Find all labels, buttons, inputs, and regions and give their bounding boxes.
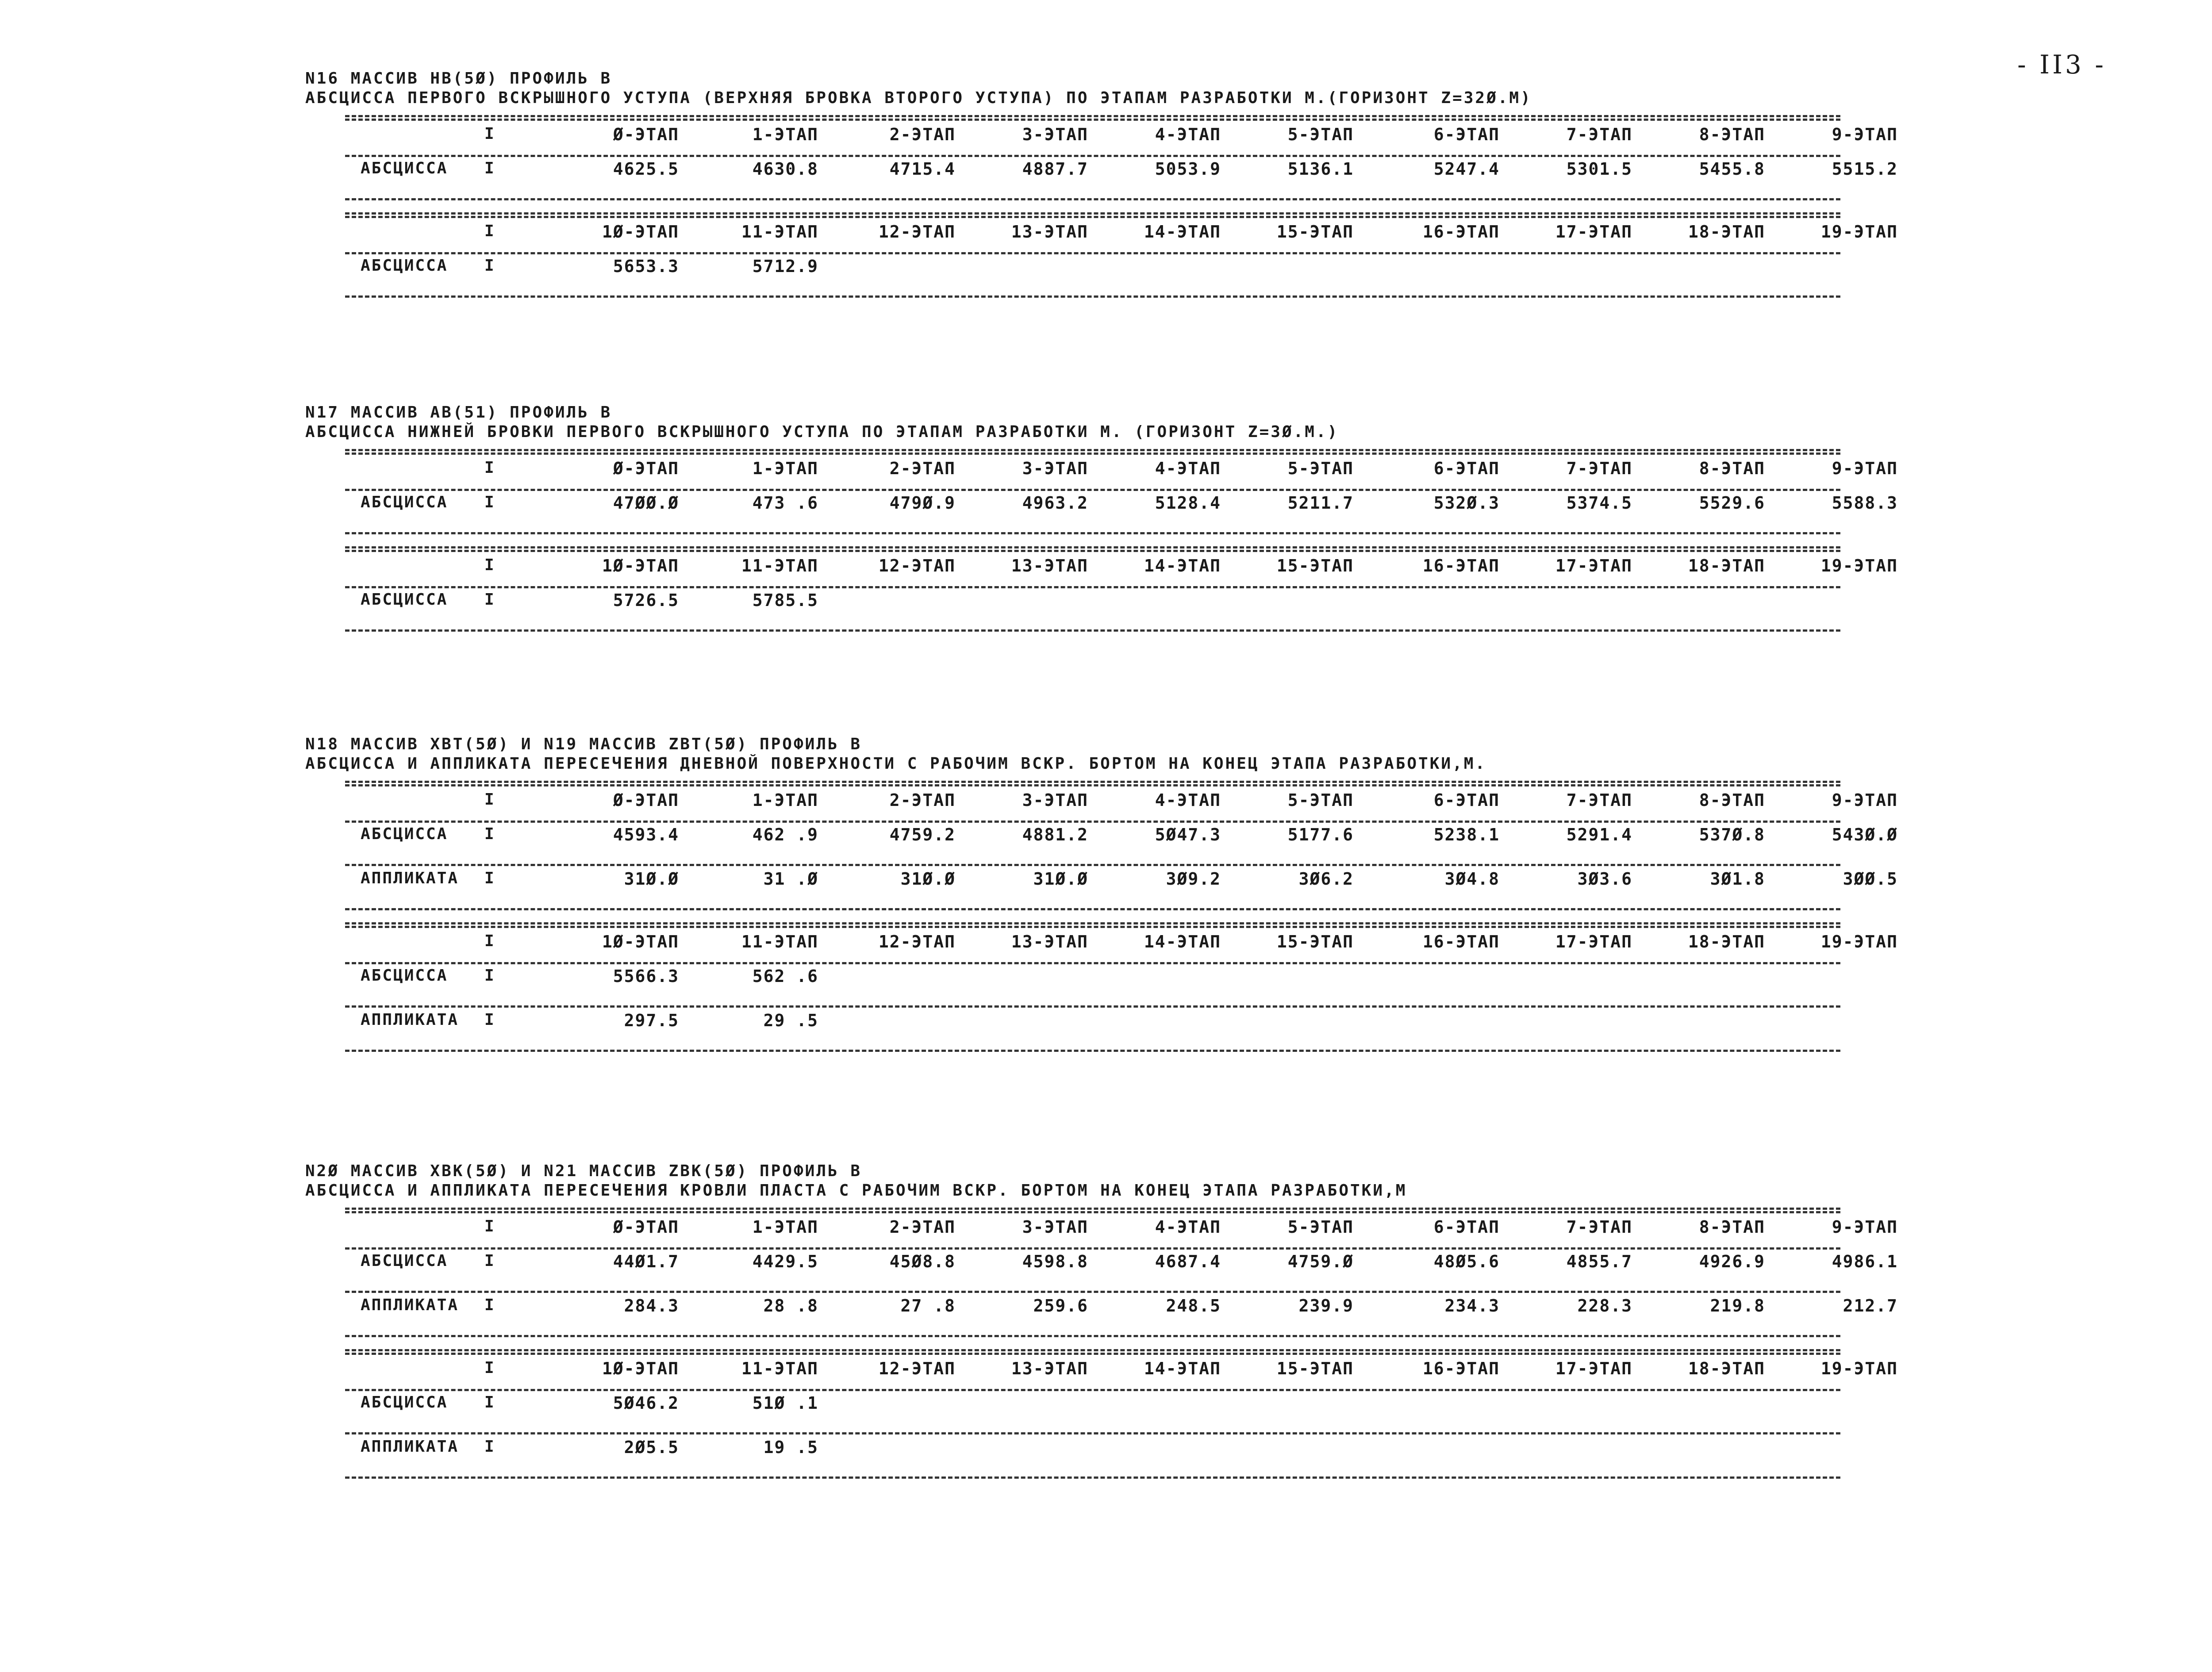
row-separator: I	[484, 825, 494, 843]
stage-header: 15-ЭТАП	[1276, 1359, 1354, 1378]
table-cell: 297.5	[624, 1011, 679, 1030]
stage-header: 2-ЭТАП	[889, 790, 956, 810]
table-cell: 4429.5	[752, 1252, 818, 1271]
section-title: N2Ø МАССИВ XBK(5Ø) И N21 МАССИВ ZBK(5Ø) ПРОФИЛЬ В	[305, 1162, 862, 1180]
table-cell: 4926.9	[1699, 1252, 1765, 1271]
stage-header: 4-ЭТАП	[1155, 790, 1221, 810]
dashed-rule	[345, 212, 1840, 215]
stage-header: 12-ЭТАП	[878, 1359, 956, 1378]
stage-header: Ø-ЭТАП	[613, 459, 679, 478]
stage-header: 17-ЭТАП	[1555, 1359, 1632, 1378]
table-row	[0, 257, 2212, 283]
table-row	[0, 591, 2212, 617]
stage-header: 18-ЭТАП	[1688, 556, 1765, 575]
dashed-rule	[345, 1208, 1840, 1210]
table-cell: 212.7	[1843, 1296, 1898, 1315]
stage-header: 12-ЭТАП	[878, 556, 956, 575]
dashed-rule	[345, 962, 1840, 964]
table-cell: 5291.4	[1566, 825, 1632, 844]
stage-header: 3-ЭТАП	[1022, 1217, 1088, 1237]
table-row	[0, 1252, 2212, 1278]
row-label: АБСЦИССА	[361, 257, 448, 275]
section-subtitle: АБСЦИССА И АППЛИКАТА ПЕРЕСЕЧЕНИЯ ДНЕВНОЙ ПОВЕРХНОСТИ С РАБОЧИМ ВСКР. БОРТОМ НА КОНЕЦ ЭТАПА РАЗРАБОТКИ,М.	[305, 755, 1487, 773]
stage-header: 3-ЭТАП	[1022, 790, 1088, 810]
table-cell: 44Ø1.7	[613, 1252, 679, 1271]
table-cell: 5785.5	[752, 591, 818, 610]
stage-header: Ø-ЭТАП	[613, 125, 679, 144]
table-row	[0, 1011, 2212, 1037]
table-row	[0, 159, 2212, 186]
stage-header: 13-ЭТАП	[1011, 556, 1088, 575]
stage-header: 9-ЭТАП	[1832, 459, 1898, 478]
stage-header: 8-ЭТАП	[1699, 790, 1765, 810]
table-cell: 2Ø5.5	[624, 1438, 679, 1457]
stage-header: 14-ЭТАП	[1144, 556, 1221, 575]
table-row	[0, 966, 2212, 993]
table-cell: 27 .8	[900, 1296, 956, 1315]
stage-header: 8-ЭТАП	[1699, 1217, 1765, 1237]
dashed-rule	[345, 821, 1840, 823]
table-cell: 532Ø.3	[1433, 493, 1500, 513]
table-cell: 4598.8	[1022, 1252, 1088, 1271]
table-cell: 5211.7	[1287, 493, 1354, 513]
stage-header: 15-ЭТАП	[1276, 222, 1354, 242]
table-row	[0, 1393, 2212, 1420]
row-separator: I	[484, 257, 494, 275]
table-cell: 47ØØ.Ø	[613, 493, 679, 513]
row-separator: I	[484, 932, 494, 950]
dashed-rule	[345, 926, 1840, 928]
row-separator: I	[484, 1359, 494, 1377]
dashed-rule	[345, 295, 1840, 298]
stage-header: 6-ЭТАП	[1433, 125, 1500, 144]
stage-header: 2-ЭТАП	[889, 125, 956, 144]
stage-header: 1Ø-ЭТАП	[602, 556, 679, 575]
stage-header: 19-ЭТАП	[1820, 222, 1898, 242]
table-cell: 4625.5	[613, 159, 679, 179]
table-cell: 5566.3	[613, 966, 679, 986]
dashed-rule	[345, 1247, 1840, 1250]
section-title: N18 МАССИВ XBT(5Ø) И N19 МАССИВ ZBT(5Ø) ПРОФИЛЬ В	[305, 735, 862, 753]
table-cell: 5Ø47.3	[1155, 825, 1221, 844]
row-separator: I	[484, 1252, 494, 1270]
stage-header: 9-ЭТАП	[1832, 125, 1898, 144]
table-row	[0, 1296, 2212, 1323]
row-separator: I	[484, 966, 494, 985]
dashed-rule	[345, 489, 1840, 491]
table-cell: 562 .6	[752, 966, 818, 986]
stage-header: 19-ЭТАП	[1820, 932, 1898, 951]
stage-header: 18-ЭТАП	[1688, 1359, 1765, 1378]
row-label: АБСЦИССА	[361, 1252, 448, 1270]
table-cell: 4759.Ø	[1287, 1252, 1354, 1271]
stage-header: 14-ЭТАП	[1144, 932, 1221, 951]
stage-header: 6-ЭТАП	[1433, 459, 1500, 478]
section-subtitle: АБСЦИССА И АППЛИКАТА ПЕРЕСЕЧЕНИЯ КРОВЛИ ПЛАСТА С РАБОЧИМ ВСКР. БОРТОМ НА КОНЕЦ ЭТАПА РАЗРАБОТКИ,М	[305, 1181, 1407, 1200]
stage-header: 19-ЭТАП	[1820, 1359, 1898, 1378]
stage-header: 1Ø-ЭТАП	[602, 1359, 679, 1378]
table-cell: 473 .6	[752, 493, 818, 513]
stage-header: 11-ЭТАП	[741, 222, 818, 242]
table-cell: 543Ø.Ø	[1832, 825, 1898, 844]
table-cell: 5Ø46.2	[613, 1393, 679, 1413]
table-cell: 5247.4	[1433, 159, 1500, 179]
table-row	[0, 869, 2212, 896]
dashed-rule	[345, 922, 1840, 924]
table-cell: 5515.2	[1832, 159, 1898, 179]
dashed-rule	[345, 115, 1840, 117]
table-cell: 5136.1	[1287, 159, 1354, 179]
dashed-rule	[345, 546, 1840, 548]
stage-header: 11-ЭТАП	[741, 1359, 818, 1378]
section-title: N16 МАССИВ HB(5Ø) ПРОФИЛЬ В	[305, 69, 612, 88]
row-label: АБСЦИССА	[361, 966, 448, 985]
table-header-row	[0, 556, 2212, 583]
row-separator: I	[484, 790, 494, 809]
dashed-rule	[345, 1335, 1840, 1337]
row-label: АППЛИКАТА	[361, 1296, 459, 1314]
dashed-rule	[345, 1050, 1840, 1052]
row-separator: I	[484, 222, 494, 240]
dashed-rule	[345, 586, 1840, 588]
row-separator: I	[484, 159, 494, 177]
table-cell: 5374.5	[1566, 493, 1632, 513]
table-cell: 537Ø.8	[1699, 825, 1765, 844]
dashed-rule	[345, 1353, 1840, 1355]
stage-header: 15-ЭТАП	[1276, 556, 1354, 575]
dashed-rule	[345, 449, 1840, 451]
table-cell: 4855.7	[1566, 1252, 1632, 1271]
table-cell: 29 .5	[763, 1011, 818, 1030]
table-cell: 31Ø.Ø	[900, 869, 956, 889]
row-label: АППЛИКАТА	[361, 1438, 459, 1456]
stage-header: 3-ЭТАП	[1022, 459, 1088, 478]
table-cell: 3Ø6.2	[1298, 869, 1354, 889]
row-label: АБСЦИССА	[361, 591, 448, 609]
table-cell: 259.6	[1033, 1296, 1088, 1315]
stage-header: 1-ЭТАП	[752, 1217, 818, 1237]
dashed-rule	[345, 155, 1840, 157]
row-separator: I	[484, 125, 494, 143]
table-cell: 5726.5	[613, 591, 679, 610]
table-cell: 4593.4	[613, 825, 679, 844]
dashed-rule	[345, 550, 1840, 552]
table-header-row	[0, 1217, 2212, 1244]
table-cell: 5588.3	[1832, 493, 1898, 513]
table-cell: 3ØØ.5	[1843, 869, 1898, 889]
table-cell: 31Ø.Ø	[624, 869, 679, 889]
table-cell: 4881.2	[1022, 825, 1088, 844]
stage-header: 11-ЭТАП	[741, 932, 818, 951]
dashed-rule	[345, 784, 1840, 786]
table-cell: 3Ø9.2	[1166, 869, 1221, 889]
row-separator: I	[484, 556, 494, 574]
table-cell: 284.3	[624, 1296, 679, 1315]
stage-header: 9-ЭТАП	[1832, 790, 1898, 810]
table-cell: 4986.1	[1832, 1252, 1898, 1271]
table-cell: 248.5	[1166, 1296, 1221, 1315]
stage-header: 18-ЭТАП	[1688, 222, 1765, 242]
dashed-rule	[345, 453, 1840, 455]
table-cell: 5177.6	[1287, 825, 1354, 844]
row-label: АБСЦИССА	[361, 493, 448, 511]
stage-header: 1Ø-ЭТАП	[602, 932, 679, 951]
table-row	[0, 493, 2212, 520]
dashed-rule	[345, 1211, 1840, 1213]
table-cell: 219.8	[1710, 1296, 1765, 1315]
table-cell: 28 .8	[763, 1296, 818, 1315]
table-row	[0, 1438, 2212, 1464]
table-row	[0, 825, 2212, 851]
table-cell: 45Ø8.8	[889, 1252, 956, 1271]
row-separator: I	[484, 1011, 494, 1029]
stage-header: 13-ЭТАП	[1011, 1359, 1088, 1378]
page-number: - II3 -	[2017, 50, 2106, 80]
stage-header: 11-ЭТАП	[741, 556, 818, 575]
section-subtitle: АБСЦИССА НИЖНЕЙ БРОВКИ ПЕРВОГО ВСКРЫШНОГО УСТУПА ПО ЭТАПАМ РАЗРАБОТКИ М. (ГОРИЗОНТ Z=3Ø.М.)	[305, 423, 1339, 441]
row-separator: I	[484, 1393, 494, 1411]
table-cell: 4759.2	[889, 825, 956, 844]
table-cell: 5712.9	[752, 257, 818, 276]
stage-header: 16-ЭТАП	[1422, 556, 1500, 575]
dashed-rule	[345, 532, 1840, 534]
stage-header: 4-ЭТАП	[1155, 1217, 1221, 1237]
stage-header: 4-ЭТАП	[1155, 459, 1221, 478]
table-cell: 51Ø .1	[752, 1393, 818, 1413]
stage-header: 4-ЭТАП	[1155, 125, 1221, 144]
stage-header: 15-ЭТАП	[1276, 932, 1354, 951]
stage-header: 14-ЭТАП	[1144, 1359, 1221, 1378]
table-cell: 3Ø3.6	[1577, 869, 1632, 889]
section-title: N17 МАССИВ AB(51) ПРОФИЛЬ В	[305, 403, 612, 422]
stage-header: 6-ЭТАП	[1433, 790, 1500, 810]
dashed-rule	[345, 1476, 1840, 1479]
stage-header: 18-ЭТАП	[1688, 932, 1765, 951]
stage-header: Ø-ЭТАП	[613, 1217, 679, 1237]
stage-header: 7-ЭТАП	[1566, 1217, 1632, 1237]
table-cell: 5238.1	[1433, 825, 1500, 844]
table-cell: 239.9	[1298, 1296, 1354, 1315]
table-header-row	[0, 790, 2212, 817]
stage-header: 17-ЭТАП	[1555, 932, 1632, 951]
dashed-rule	[345, 198, 1840, 200]
stage-header: 8-ЭТАП	[1699, 125, 1765, 144]
table-cell: 31 .Ø	[763, 869, 818, 889]
dashed-rule	[345, 216, 1840, 218]
dashed-rule	[345, 864, 1840, 866]
stage-header: 1Ø-ЭТАП	[602, 222, 679, 242]
table-cell: 4963.2	[1022, 493, 1088, 513]
dashed-rule	[345, 781, 1840, 783]
stage-header: 8-ЭТАП	[1699, 459, 1765, 478]
table-cell: 4630.8	[752, 159, 818, 179]
row-separator: I	[484, 1296, 494, 1314]
table-header-row	[0, 1359, 2212, 1385]
stage-header: 7-ЭТАП	[1566, 125, 1632, 144]
table-cell: 3Ø1.8	[1710, 869, 1765, 889]
stage-header: 1-ЭТАП	[752, 790, 818, 810]
stage-header: 6-ЭТАП	[1433, 1217, 1500, 1237]
stage-header: 19-ЭТАП	[1820, 556, 1898, 575]
row-label: АБСЦИССА	[361, 1393, 448, 1411]
stage-header: 16-ЭТАП	[1422, 1359, 1500, 1378]
dashed-rule	[345, 252, 1840, 254]
table-cell: 479Ø.9	[889, 493, 956, 513]
stage-header: 17-ЭТАП	[1555, 222, 1632, 242]
table-cell: 5128.4	[1155, 493, 1221, 513]
row-separator: I	[484, 1438, 494, 1456]
row-separator: I	[484, 459, 494, 477]
stage-header: 5-ЭТАП	[1287, 459, 1354, 478]
table-cell: 5455.8	[1699, 159, 1765, 179]
table-cell: 31Ø.Ø	[1033, 869, 1088, 889]
row-separator: I	[484, 493, 494, 511]
row-label: АППЛИКАТА	[361, 1011, 459, 1029]
table-header-row	[0, 459, 2212, 485]
table-header-row	[0, 222, 2212, 249]
dashed-rule	[345, 629, 1840, 632]
stage-header: 9-ЭТАП	[1832, 1217, 1898, 1237]
table-cell: 462 .9	[752, 825, 818, 844]
table-cell: 4887.7	[1022, 159, 1088, 179]
dashed-rule	[345, 1389, 1840, 1391]
stage-header: 17-ЭТАП	[1555, 556, 1632, 575]
stage-header: 12-ЭТАП	[878, 222, 956, 242]
dashed-rule	[345, 1005, 1840, 1008]
dashed-rule	[345, 908, 1840, 910]
stage-header: Ø-ЭТАП	[613, 790, 679, 810]
row-label: АБСЦИССА	[361, 159, 448, 177]
row-separator: I	[484, 591, 494, 609]
table-header-row	[0, 125, 2212, 151]
table-cell: 19 .5	[763, 1438, 818, 1457]
table-cell: 4687.4	[1155, 1252, 1221, 1271]
stage-header: 2-ЭТАП	[889, 1217, 956, 1237]
stage-header: 2-ЭТАП	[889, 459, 956, 478]
table-cell: 5653.3	[613, 257, 679, 276]
stage-header: 13-ЭТАП	[1011, 932, 1088, 951]
table-cell: 234.3	[1444, 1296, 1500, 1315]
table-cell: 48Ø5.6	[1433, 1252, 1500, 1271]
table-cell: 5529.6	[1699, 493, 1765, 513]
stage-header: 16-ЭТАП	[1422, 222, 1500, 242]
stage-header: 5-ЭТАП	[1287, 1217, 1354, 1237]
stage-header: 3-ЭТАП	[1022, 125, 1088, 144]
row-separator: I	[484, 1217, 494, 1235]
stage-header: 12-ЭТАП	[878, 932, 956, 951]
stage-header: 1-ЭТАП	[752, 459, 818, 478]
row-label: АБСЦИССА	[361, 825, 448, 843]
table-header-row	[0, 932, 2212, 959]
table-cell: 3Ø4.8	[1444, 869, 1500, 889]
table-cell: 5053.9	[1155, 159, 1221, 179]
stage-header: 14-ЭТАП	[1144, 222, 1221, 242]
stage-header: 7-ЭТАП	[1566, 459, 1632, 478]
stage-header: 13-ЭТАП	[1011, 222, 1088, 242]
row-label: АППЛИКАТА	[361, 869, 459, 887]
dashed-rule	[345, 1432, 1840, 1434]
dashed-rule	[345, 1349, 1840, 1351]
table-cell: 228.3	[1577, 1296, 1632, 1315]
dashed-rule	[345, 1291, 1840, 1293]
dashed-rule	[345, 119, 1840, 121]
stage-header: 16-ЭТАП	[1422, 932, 1500, 951]
stage-header: 1-ЭТАП	[752, 125, 818, 144]
section-subtitle: АБСЦИССА ПЕРВОГО ВСКРЫШНОГО УСТУПА (ВЕРХНЯЯ БРОВКА ВТОРОГО УСТУПА) ПО ЭТАПАМ РАЗРАБОТКИ М.(ГОРИЗОНТ Z=32Ø.М)	[305, 89, 1532, 107]
table-cell: 4715.4	[889, 159, 956, 179]
stage-header: 5-ЭТАП	[1287, 790, 1354, 810]
row-separator: I	[484, 869, 494, 887]
stage-header: 5-ЭТАП	[1287, 125, 1354, 144]
table-cell: 5301.5	[1566, 159, 1632, 179]
stage-header: 7-ЭТАП	[1566, 790, 1632, 810]
